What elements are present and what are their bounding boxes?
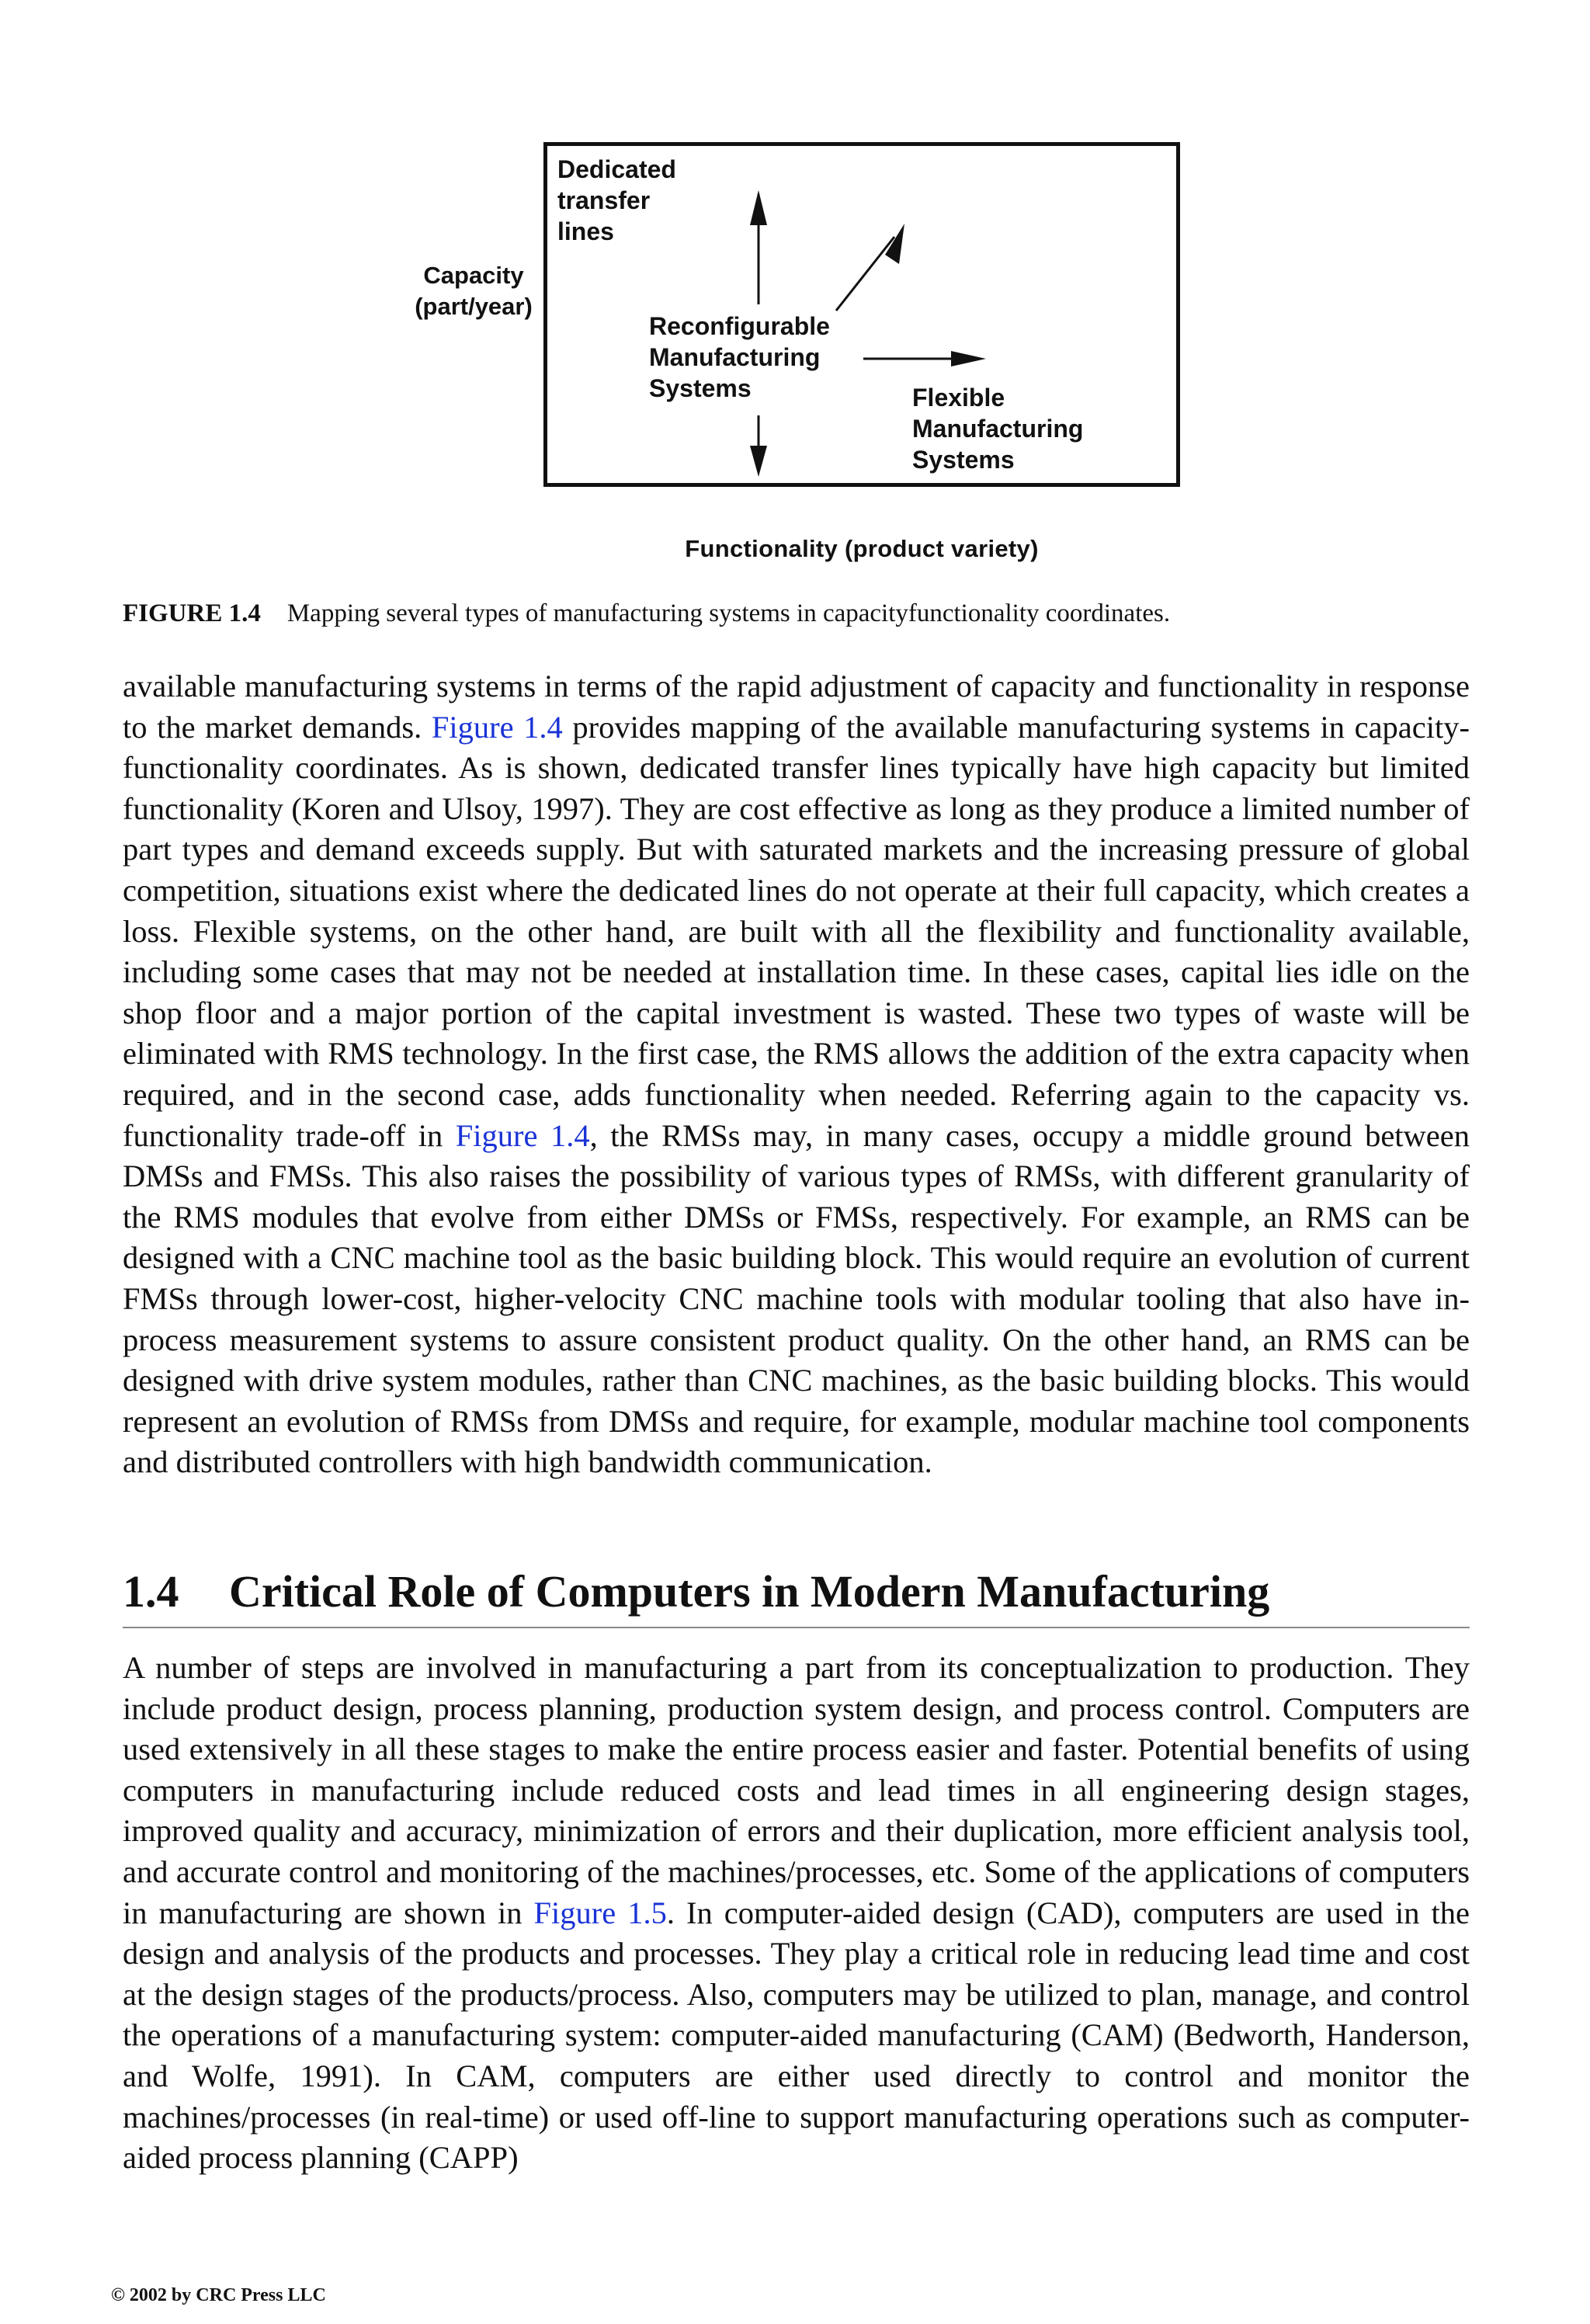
paragraph-text: , the RMSs may, in many cases, occupy a middle ground between DMSs and FMSs. This also raises the possibility of various types of RMSs, with different granularity of the RMS modules that evolve from either DMSs or FMSs, respectively. For example, an RMS can be designed with a CNC machine tool as the basic building block. This would require an evolution of current FMSs through lower-cost, higher-velocity CNC machine tools with modular tooling that also have in-process measurement systems to assure consistent product quality. On the other hand, an RMS can be designed with drive system modules, rather than CNC machines, as the basic building blocks. This would represent an evolution of RMSs from DMSs and require, for example, modular machine tool components and distributed controllers with high bandwidth communication. bbox=[123, 1117, 1470, 1480]
figure-caption bbox=[123, 598, 1474, 629]
figure-caption-number: FIGURE 1.4 bbox=[123, 599, 261, 627]
paragraph-text: provides mapping of the available manufacturing systems in capacity-functionality coordinates. As is shown, dedicated transfer lines typically have high capacity but limited functionality (Koren and Ulsoy, 1997). They are cost effective as long as they produce a limited number of part types and demand exceeds supply. But with saturated markets and the increasing pressure of global competition, situations exist where the dedicated lines do not operate at their full capacity, which creates a loss. Flexible systems, on the other hand, are built with all the flexibility and functionality available, including some cases that may not be needed at installation time. In these cases, capital lies idle on the shop floor and a major portion of the capital investment is wasted. These two types of waste will be eliminated with RMS technology. In the first case, the RMS allows the addition of the extra capacity when required, and in the second case, adds functionality when needed. Referring again to the capacity vs. functionality trade-off in bbox=[123, 709, 1470, 1153]
arrow-up-icon bbox=[750, 190, 767, 304]
arrow-diagonal-icon bbox=[836, 224, 904, 311]
figure-1-4-link[interactable]: Figure 1.4 bbox=[455, 1117, 590, 1153]
x-axis-label: Functionality (product variety) bbox=[685, 535, 1039, 562]
section-heading bbox=[123, 1565, 1470, 1628]
label-dedicated-transfer-lines: Dedicated transfer lines bbox=[557, 155, 676, 245]
label-reconfigurable-manufacturing-systems: Reconfigurable Manufacturing Systems bbox=[649, 312, 830, 402]
figure-caption-text: Mapping several types of manufacturing systems in capacityfunctionality coordinates. bbox=[286, 599, 1171, 627]
copyright-footer: © 2002 by CRC Press LLC bbox=[111, 2285, 326, 2305]
label-flexible-manufacturing-systems: Flexible Manufacturing Systems bbox=[912, 384, 1084, 474]
section-number: 1.4 bbox=[123, 1566, 179, 1617]
figure-1-4 bbox=[0, 0, 1590, 637]
section-title: Critical Role of Computers in Modern Manufacturing bbox=[229, 1566, 1270, 1617]
arrow-down-icon bbox=[750, 415, 767, 477]
figure-1-4-link[interactable]: Figure 1.4 bbox=[431, 709, 563, 745]
y-axis-label: Capacity (part/year) bbox=[415, 262, 533, 320]
paragraph-rms-mapping bbox=[123, 666, 1470, 1483]
paragraph-computers-in-manufacturing bbox=[123, 1648, 1470, 2179]
paragraph-text: A number of steps are involved in manufacturing a part from its conceptualization to production. They include product design, process planning, production system design, and process control. Computers are used extensively in all these stages to make the entire process easier and faster. Potential benefits of using computers in manufacturing include reduced costs and lead times in all engineering design stages, improved quality and accuracy, minimization of errors and their duplication, more efficient analysis tool, and accurate control and monitoring of the machines/processes, etc. Some of the applications of computers in manufacturing are shown in bbox=[123, 1650, 1470, 1930]
paragraph-text: . In computer-aided design (CAD), computers are used in the design and analysis of the products and processes. They play a critical role in reducing lead time and cost at the design stages of the products/process. Also, computers may be utilized to plan, manage, and control the operations of a manufacturing system: computer-aided manufacturing (CAM) (Bedworth, Handerson, and Wolfe, 1991). In CAM, computers are either used directly to control and monitor the machines/processes (in real-time) or used off-line to support manufacturing operations such as computer-aided process planning (CAPP) bbox=[123, 1895, 1470, 2176]
paragraph-text: available manufacturing systems in terms of the rapid adjustment of capacity and functionality in response to the market demands. bbox=[123, 669, 1470, 745]
figure-1-5-link[interactable]: Figure 1.5 bbox=[533, 1895, 667, 1930]
